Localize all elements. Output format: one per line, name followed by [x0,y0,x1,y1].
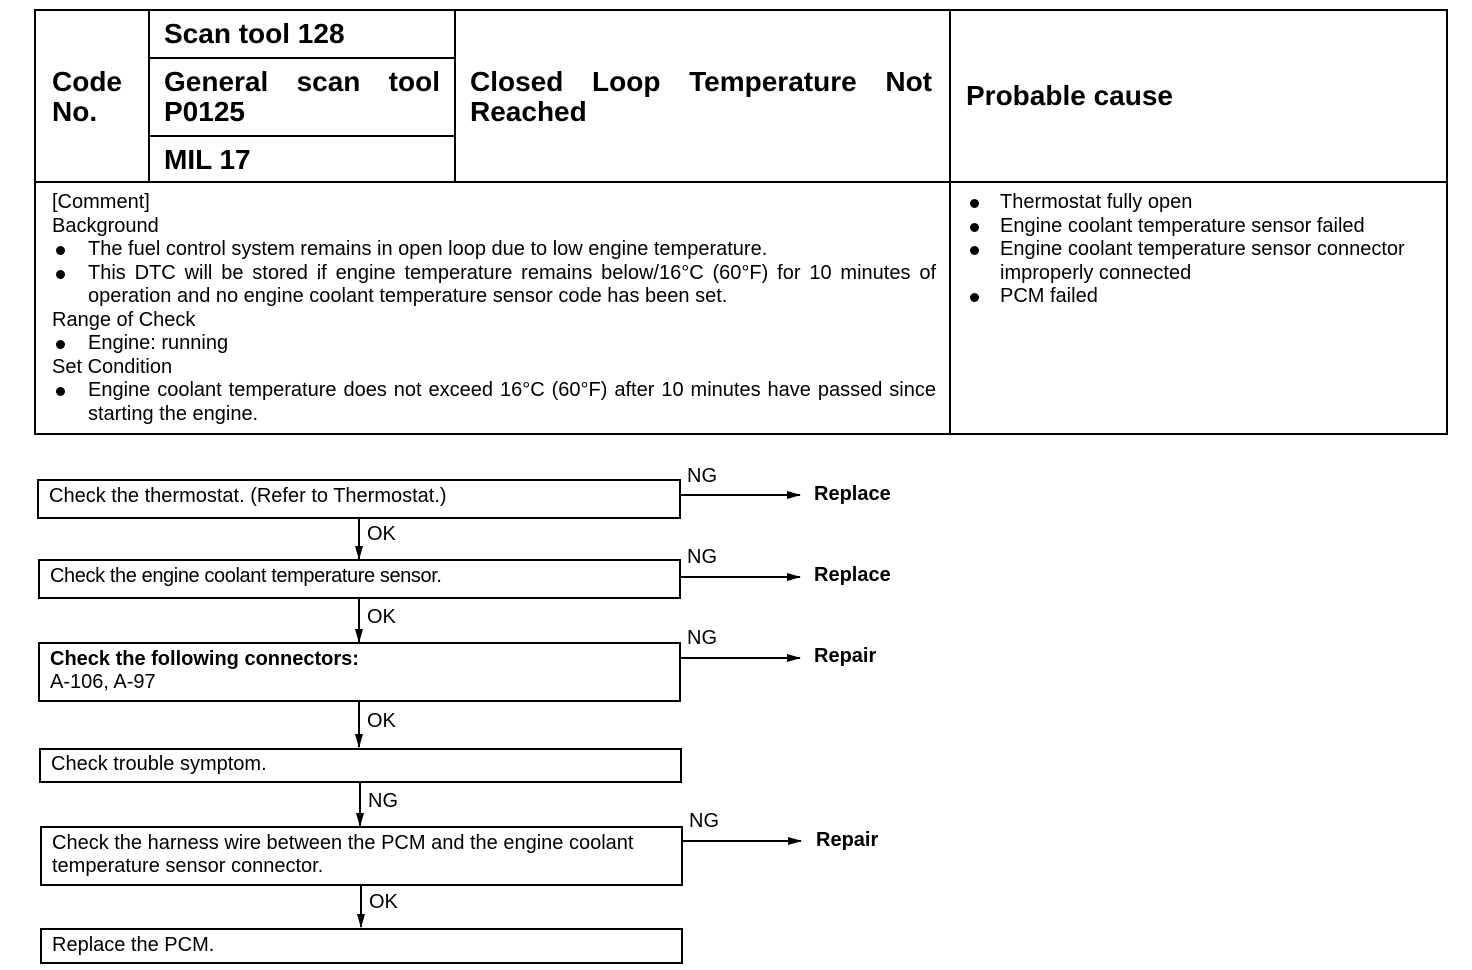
probable-cause-item: PCM failed [966,285,1436,309]
probable-cause-item: Engine coolant temperature sensor connector improperly connected [966,238,1436,285]
background-item: This DTC will be stored if engine temperature remains below/16°C (60°F) for 10 minutes of operation and no engine coolant temperature sensor code has been set. [52,262,936,309]
ng-label: NG [687,465,717,487]
probable-cause-title: Probable cause [966,80,1173,111]
ng-label: NG [368,790,398,812]
ng-label: NG [689,810,719,832]
flow-step-text: Check the engine coolant temperature sensor. [50,565,442,587]
set-condition-item: Engine coolant temperature does not exceed 16°C (60°F) after 10 minutes have passed since starting the engine. [52,379,936,426]
probable-cause-item: Thermostat fully open [966,191,1436,215]
ng-result: Replace [814,483,891,505]
set-condition-title: Set Condition [52,355,173,378]
dtc-title: Closed Loop Temperature Not Reached [470,66,932,127]
ok-label: OK [367,710,396,732]
flow-step-check-connectors [38,642,681,702]
flow-step-replace-pcm [40,928,683,964]
flow-step-text: Replace the PCM. [52,934,215,956]
range-title: Range of Check [52,308,196,331]
flow-step-check-ect-sensor [38,559,681,599]
background-item: The fuel control system remains in open loop due to low engine temperature. [52,238,936,262]
ng-label: NG [687,627,717,649]
ng-result: Repair [814,645,877,667]
flow-step-text: Check trouble symptom. [51,753,267,775]
ng-label: NG [687,546,717,568]
ok-label: OK [367,523,396,545]
ok-label: OK [367,606,396,628]
ng-result: Repair [816,829,879,851]
flow-step-text: A-106, A-97 [50,671,156,693]
general-scan-tool-cell: General scan tool P0125 [164,66,440,127]
background-title: Background [52,214,159,237]
scan-tool-cell: Scan tool 128 [164,18,345,49]
comment-heading: [Comment] [52,191,150,213]
ng-result: Replace [814,564,891,586]
code-no-label: Code No. [52,66,122,127]
flow-step-check-thermostat [37,479,681,519]
mil-cell: MIL 17 [164,144,251,175]
flow-step-check-harness-wire [40,826,683,886]
flow-step-check-trouble-symptom [39,748,682,783]
flow-step-text: Check the harness wire between the PCM and the engine coolant temperature sensor connector. [52,832,634,877]
ok-label: OK [369,891,398,913]
range-item: Engine: running [52,332,936,356]
flow-step-heading: Check the following connectors: [50,648,359,670]
flow-step-text: Check the thermostat. (Refer to Thermostat.) [49,485,447,507]
probable-cause-item: Engine coolant temperature sensor failed [966,215,1436,239]
